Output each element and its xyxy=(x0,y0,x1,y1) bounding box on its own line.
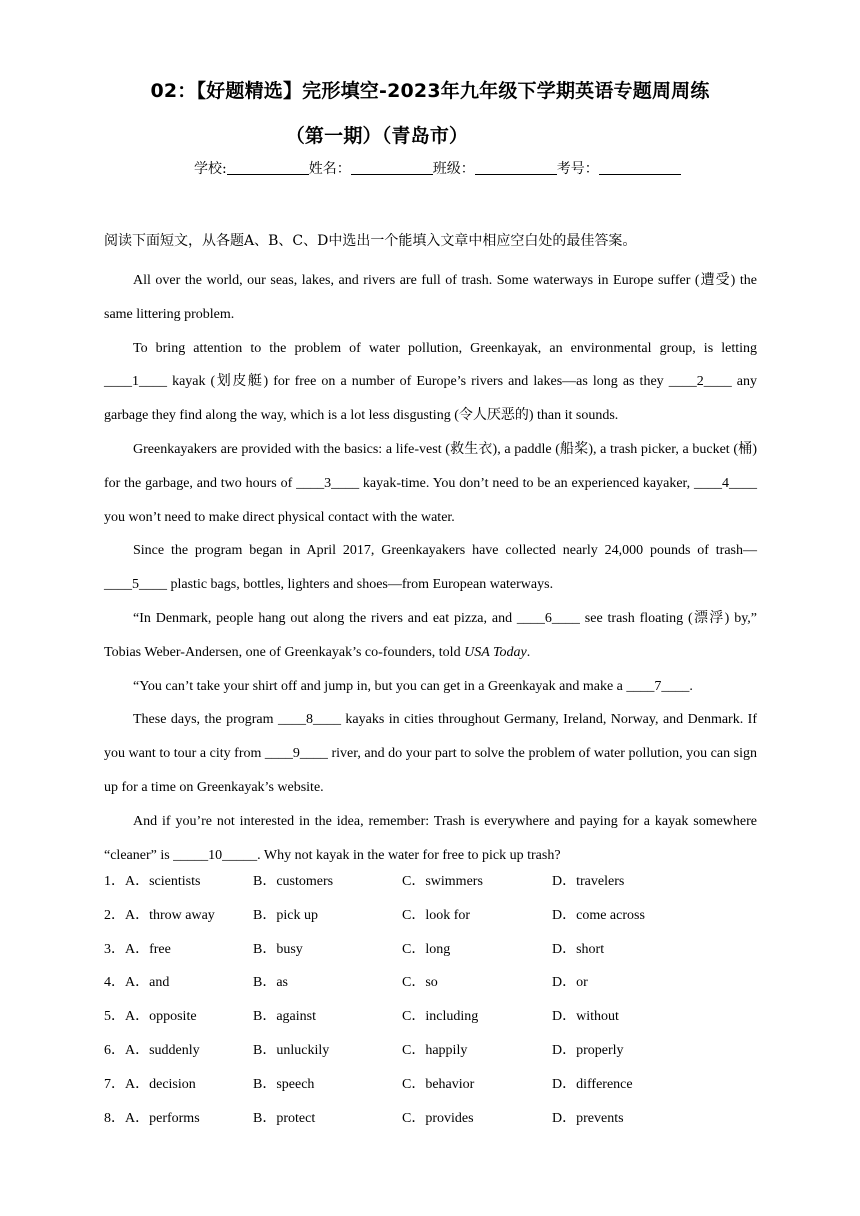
passage-paragraph: Since the program began in April 2017, Greenkayakers have collected nearly 24,000 pounds of trash—____5____ plastic bags, bottles, lighters and shoes—from European waterways. xyxy=(104,543,757,593)
option-c: C．including xyxy=(402,1009,479,1025)
school-label: 学校: xyxy=(194,161,227,177)
question-row xyxy=(104,1105,757,1139)
option-c: C．swimmers xyxy=(402,874,483,889)
option-c: C．look for xyxy=(402,907,471,923)
source-name: USA Today xyxy=(464,644,527,660)
passage xyxy=(104,264,757,872)
option-a: 8．A．performs xyxy=(104,1110,200,1126)
class-blank xyxy=(475,160,557,175)
option-d: D．properly xyxy=(552,1042,624,1058)
passage-paragraph: “You can’t take your shirt off and jump in, but you can get in a Greenkayak and make a ____7____. xyxy=(133,678,693,694)
option-c: C．so xyxy=(402,975,438,991)
option-b: B．customers xyxy=(253,874,334,889)
class-label: 班级： xyxy=(432,161,475,177)
option-b: B．pick up xyxy=(253,907,318,923)
question-row xyxy=(104,868,757,902)
option-b: B．busy xyxy=(253,941,303,957)
number-label: 考号： xyxy=(556,161,599,177)
passage-paragraph: All over the world, our seas, lakes, and rivers are full of trash. Some waterways in Europe suffer (遭受) the same littering problem. xyxy=(104,273,757,322)
question-row xyxy=(104,1003,757,1037)
page-subtitle: （第一期）（青岛市） xyxy=(285,125,469,147)
option-d: D．or xyxy=(552,975,588,991)
quote-text: “In Denmark, people hang out along the rivers and eat pizza, and ____6____ see trash floating (漂浮) by,” Tobias Weber-Andersen, one of Greenkayak’s co-founders, told xyxy=(104,610,757,660)
option-a: 7．A．decision xyxy=(104,1076,196,1092)
instruction: 阅读下面短文，从各题A、B、C、D中选出一个能填入文章中相应空白处的最佳答案。 xyxy=(104,233,637,249)
page-title: 02：【好题精选】完形填空-2023年九年级下学期英语专题周周练 xyxy=(150,80,710,102)
option-a: 2．A．throw away xyxy=(104,907,215,923)
option-d: D．difference xyxy=(552,1076,633,1092)
name-blank xyxy=(351,160,433,175)
passage-paragraph xyxy=(104,602,757,670)
student-info-line xyxy=(194,158,681,178)
option-c: C．provides xyxy=(402,1110,474,1126)
passage-paragraph: To bring attention to the problem of water pollution, Greenkayak, an environmental group, is letting ____1____ kayak (划皮艇) for free on a number of Europe’s rivers and lakes—as long as they ____2____ any garbage they find along the way, which is a lot less disgusting (令人厌恶的) than it sounds. xyxy=(104,340,757,424)
question-row xyxy=(104,969,757,1003)
option-a: 6．A．suddenly xyxy=(104,1042,200,1058)
question-row xyxy=(104,902,757,936)
question-row xyxy=(104,1037,757,1071)
option-b: B．protect xyxy=(253,1110,316,1126)
option-c: C．happily xyxy=(402,1042,468,1058)
school-blank xyxy=(227,160,309,175)
option-d: D．short xyxy=(552,941,605,957)
option-b: B．against xyxy=(253,1009,316,1025)
option-d: D．prevents xyxy=(552,1110,624,1126)
name-label: 姓名： xyxy=(308,161,351,177)
question-row xyxy=(104,936,757,970)
option-d: D．come across xyxy=(552,907,645,923)
option-b: B．speech xyxy=(253,1076,315,1092)
option-d: D．travelers xyxy=(552,874,625,889)
passage-paragraph: And if you’re not interested in the idea, remember: Trash is everywhere and paying for a kayak somewhere “cleaner” is _____10_____. Why not kayak in the water for free to pick up trash? xyxy=(104,813,757,863)
question-row xyxy=(104,1071,757,1105)
passage-paragraph: These days, the program ____8____ kayaks in cities throughout Germany, Ireland, Norway, and Denmark. If you want to tour a city from ____9____ river, and do your part to solve the problem of water pollution, you can sign up for a time on Greenkayak’s website. xyxy=(104,712,757,795)
option-c: C．behavior xyxy=(402,1076,475,1092)
option-a: 4．A．and xyxy=(104,975,170,991)
number-blank xyxy=(599,160,681,175)
passage-paragraph: Greenkayakers are provided with the basics: a life-vest (救生衣), a paddle (船桨), a trash picker, a bucket (桶) for the garbage, and two hours of ____3____ kayak-time. You don’t need to be an experienced kayaker, ____4____ you won’t need to make direct physical contact with the water. xyxy=(104,441,757,525)
option-d: D．without xyxy=(552,1009,619,1025)
option-b: B．unluckily xyxy=(253,1042,330,1058)
option-a: 1．A．scientists xyxy=(104,874,201,889)
question-options xyxy=(104,868,757,1138)
option-c: C．long xyxy=(402,941,451,957)
option-a: 3．A．free xyxy=(104,941,171,957)
option-b: B．as xyxy=(253,975,288,991)
option-a: 5．A．opposite xyxy=(104,1009,197,1025)
quote-end: . xyxy=(526,644,531,660)
